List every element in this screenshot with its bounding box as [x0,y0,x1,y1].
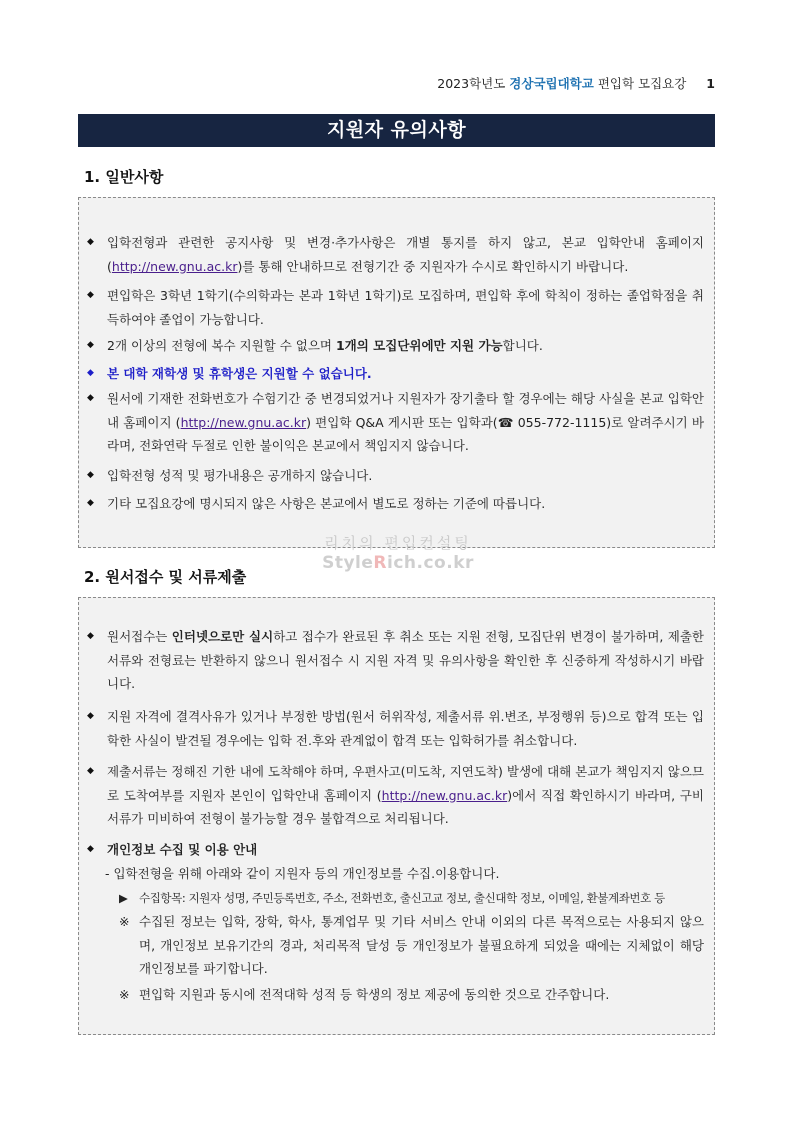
privacy-intro: - 입학전형을 위해 아래와 같이 지원자 등의 개인정보를 수집.이용합니다. [105,866,500,881]
homepage-link[interactable]: http://new.gnu.ac.kr [180,414,307,430]
list-item: ◆ 입학전형 성적 및 평가내용은 공개하지 않습니다. [87,464,704,488]
privacy-collect-items: ▶ 수집항목: 지원자 성명, 주민등록번호, 주소, 전화번호, 출신고교 정보, 출신대학 정보, 이메일, 환불계좌번호 등 [119,887,704,911]
bullet-icon: ◆ [87,393,94,403]
page-number: 1 [706,76,715,91]
bullet-icon: ◆ [87,711,94,721]
section2-heading: 2. 원서접수 및 서류제출 [84,568,247,586]
list-item: ◆ 원서접수는 인터넷으로만 실시하고 접수가 완료된 후 취소 또는 지원 전형, 모집단위 변경이 불가하며, 제출한 서류와 전형료는 반환하지 않으니 원서접수 시 지원 자격 및 유의사항을 확인한 후 신중하게 작성하시기 바랍니다. [87,625,704,696]
section1-box [78,197,715,548]
header-doc-title: 편입학 모집요강 [597,76,687,91]
list-item: ◆ 입학전형과 관련한 공지사항 및 변경·추가사항은 개별 통지를 하지 않고, 본교 입학안내 홈페이지 (http://new.gnu.ac.kr)를 통해 안내하므로 전형기간 중 지원자가 수시로 확인하시기 바랍니다. [87,231,704,278]
list-item: ◆ 2개 이상의 전형에 복수 지원할 수 없으며 1개의 모집단위에만 지원 가능합니다. [87,334,704,358]
section1-heading: 1. 일반사항 [84,168,164,186]
bullet-icon: ◆ [87,470,94,480]
homepage-link[interactable]: http://new.gnu.ac.kr [111,258,238,274]
bullet-icon: ◆ [87,631,94,641]
note-mark-icon: ※ [119,914,130,929]
bullet-icon: ◆ [87,368,94,378]
header-year: 2023학년도 [437,76,506,91]
list-item-notice: ◆ 본 대학 재학생 및 휴학생은 지원할 수 없습니다. [87,362,704,386]
note-mark-icon: ※ [119,987,130,1002]
list-item-privacy: ◆ 개인정보 수집 및 이용 안내 [87,838,704,862]
privacy-note: ※ 수집된 정보는 입학, 장학, 학사, 통계업무 및 기타 서비스 안내 이외의 다른 목적으로는 사용되지 않으며, 개인정보 보유기간의 경과, 처리목적 달성 등 개인정보가 불필요하게 되었을 때에는 지체없이 해당 개인정보를 파기합니다. [119,910,704,981]
watermark [318,532,478,573]
privacy-note: ※ 편입학 지원과 동시에 전적대학 성적 등 학생의 정보 제공에 동의한 것으로 간주합니다. [119,983,704,1007]
list-item: ◆ 기타 모집요강에 명시되지 않은 사항은 본교에서 별도로 정하는 기준에 따릅니다. [87,492,704,516]
bullet-icon: ◆ [87,340,94,350]
section2-box [78,597,715,1035]
list-item: ◆ 원서에 기재한 전화번호가 수험기간 중 변경되었거나 지원자가 장기출타 할 경우에는 해당 사실을 본교 입학안내 홈페이지 (http://new.gnu.ac.kr) 편입학 Q&A 게시판 또는 입학과(☎ 055-772-1115)로 알려주시기 바라며, 전화연락 두절로 인한 불이익은 본교에서 책임지지 않습니다. [87,387,704,458]
bullet-icon: ◆ [87,498,94,508]
bullet-icon: ◆ [87,237,94,247]
list-item: ◆ 제출서류는 정해진 기한 내에 도착해야 하며, 우편사고(미도착, 지연도착) 발생에 대해 본교가 책임지지 않으므로 도착여부를 지원자 본인이 입학안내 홈페이지 (http://new.gnu.ac.kr)에서 직접 확인하시기 바라며, 구비 서류가 미비하여 전형이 불가능할 경우 불합격으로 처리됩니다. [87,760,704,831]
homepage-link[interactable]: http://new.gnu.ac.kr [381,787,508,803]
bullet-icon: ◆ [87,290,94,300]
header-university: 경상국립대학교 [509,76,594,91]
page-title: 지원자 유의사항 [78,114,715,147]
watermark-line2: StyleRich.co.kr [322,553,474,573]
bullet-icon: ◆ [87,766,94,776]
watermark-line1: 리치의 편입컨설팅 [324,534,472,552]
page-header [437,74,715,92]
arrow-icon: ▶ [119,891,128,905]
list-item: ◆ 지원 자격에 결격사유가 있거나 부정한 방법(원서 허위작성, 제출서류 위.변조, 부정행위 등)으로 합격 또는 입학한 사실이 발견될 경우에는 입학 전.후와 관계없이 합격 또는 입학허가를 취소합니다. [87,705,704,752]
bullet-icon: ◆ [87,844,94,854]
list-item: ◆ 편입학은 3학년 1학기(수의학과는 본과 1학년 1학기)로 모집하며, 편입학 후에 학칙이 정하는 졸업학점을 취득하여야 졸업이 가능합니다. [87,284,704,331]
